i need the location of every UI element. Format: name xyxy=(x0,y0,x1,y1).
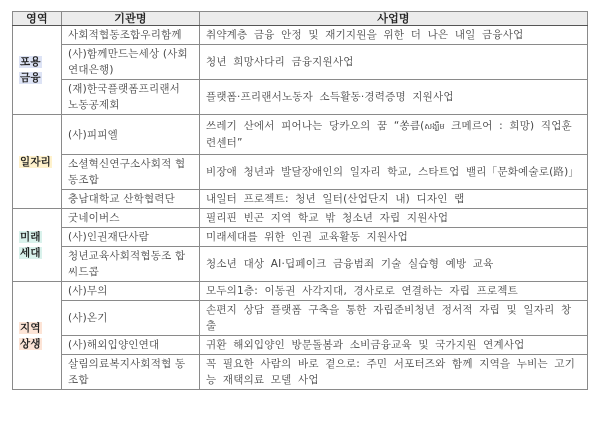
org-cell: (사)인권재단사람 xyxy=(62,228,200,247)
project-cell: 청소년 대상 AI·딥페이크 금융범죄 기술 실습형 예방 교육 xyxy=(200,247,588,282)
table-row xyxy=(13,26,588,45)
area-regional-coexistence xyxy=(13,282,62,390)
project-cell: 필리핀 빈곤 지역 학교 밖 청소년 자립 지원사업 xyxy=(200,209,588,228)
header-org: 기관명 xyxy=(62,12,200,26)
area-label: 금융 xyxy=(20,72,41,84)
area-label: 지역 xyxy=(20,321,41,334)
org-cell: 살림의료복지사회적협 동조합 xyxy=(62,355,200,390)
header-area: 영역 xyxy=(13,12,62,26)
area-future-generation xyxy=(13,209,62,282)
project-cell xyxy=(200,115,588,155)
project-cell: 손편지 상담 플랫폼 구축을 통한 자립준비청년 정서적 자립 및 일자리 창출 xyxy=(200,301,588,336)
table-row xyxy=(13,190,588,209)
table-row xyxy=(13,336,588,355)
org-cell: (사)무의 xyxy=(62,282,200,301)
org-cell: 충남대학교 산학협력단 xyxy=(62,190,200,209)
project-khmer-text: សង្ឃឹម xyxy=(424,122,445,131)
project-text: 크메르어 : 희망) 직업훈련센터” xyxy=(206,120,572,149)
org-cell: (사)피피엘 xyxy=(62,115,200,155)
project-cell: 미래세대를 위한 인권 교육활동 지원사업 xyxy=(200,228,588,247)
project-cell: 귀환 해외입양인 방문돌봄과 소비금융교육 및 국가지원 연계사업 xyxy=(200,336,588,355)
org-cell: 사회적협동조합우리함께 xyxy=(62,26,200,45)
area-label: 상생 xyxy=(20,337,41,350)
org-cell: (사)해외입양인연대 xyxy=(62,336,200,355)
header-project: 사업명 xyxy=(200,12,588,26)
project-cell: 플랫폼·프리랜서노동자 소득활동·경력증명 지원사업 xyxy=(200,80,588,115)
table-row xyxy=(13,155,588,190)
table-row xyxy=(13,355,588,390)
table-row xyxy=(13,247,588,282)
area-label: 일자리 xyxy=(20,155,52,168)
org-cell: (사)온기 xyxy=(62,301,200,336)
org-cell: 청년교육사회적협동조 합씨드콥 xyxy=(62,247,200,282)
table-row xyxy=(13,115,588,155)
table-row xyxy=(13,282,588,301)
org-cell: 소셜혁신연구소사회적 협동조합 xyxy=(62,155,200,190)
org-cell: (사)함께만드는세상 (사회연대은행) xyxy=(62,45,200,80)
area-label: 세대 xyxy=(20,247,41,259)
project-cell: 비장애 청년과 발달장애인의 일자리 학교, 스타트업 밸리「문화예술로(路)」 xyxy=(200,155,588,190)
area-label: 포용 xyxy=(20,56,41,68)
project-cell: 청년 희망사다리 금융지원사업 xyxy=(200,45,588,80)
program-table xyxy=(12,11,588,390)
project-cell: 취약계층 금융 안정 및 재기지원을 위한 더 나은 내일 금융사업 xyxy=(200,26,588,45)
table-row xyxy=(13,80,588,115)
project-cell: 꼭 필요한 사람의 바로 곁으로: 주민 서포터즈와 함께 지역을 누비는 고기능 재택의료 모델 사업 xyxy=(200,355,588,390)
table-row xyxy=(13,45,588,80)
table-row xyxy=(13,209,588,228)
area-jobs xyxy=(13,115,62,209)
org-cell: (재)한국플랫폼프리랜서 노동공제회 xyxy=(62,80,200,115)
area-label: 미래 xyxy=(20,231,41,243)
project-cell: 모두의1층: 이동권 사각지대, 경사로로 연결하는 자립 프로젝트 xyxy=(200,282,588,301)
table-row xyxy=(13,228,588,247)
org-cell: 굿네이버스 xyxy=(62,209,200,228)
table-row xyxy=(13,301,588,336)
project-text: 쓰레기 산에서 피어나는 당카오의 꿈 “쏭큼( xyxy=(206,120,425,132)
header-row xyxy=(13,12,588,26)
project-cell: 내일터 프로젝트: 청년 일터(산업단지 내) 디자인 랩 xyxy=(200,190,588,209)
area-inclusive-finance xyxy=(13,26,62,115)
